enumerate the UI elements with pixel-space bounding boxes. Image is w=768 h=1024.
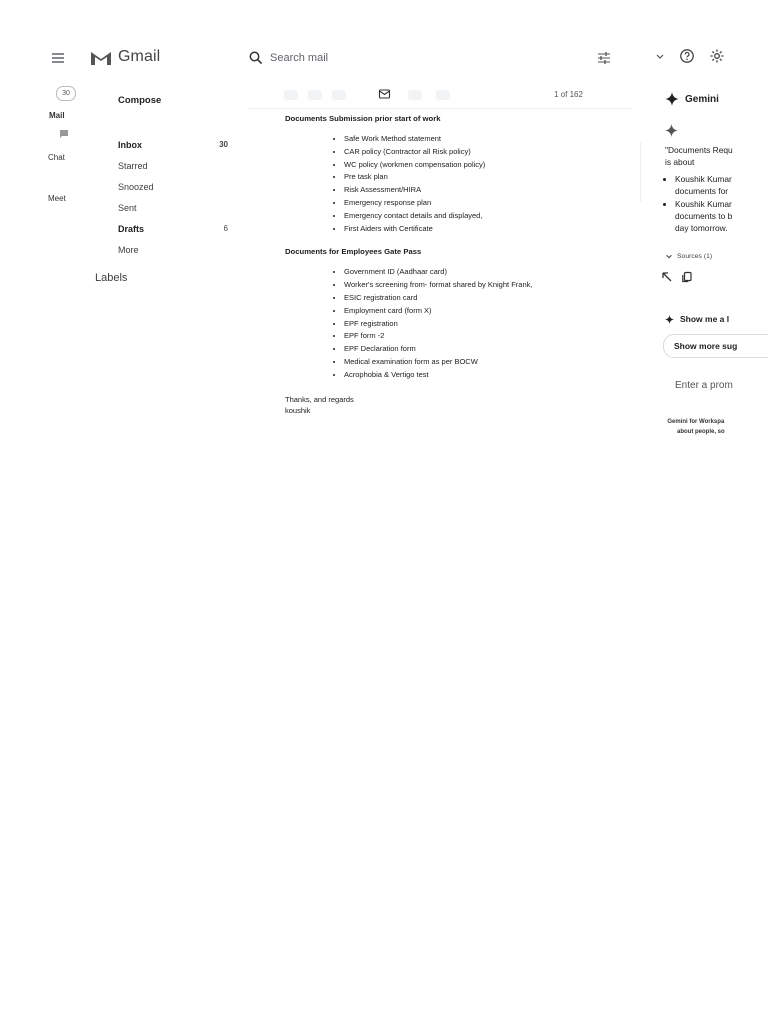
- gemini-title: Gemini: [685, 93, 719, 105]
- labels-heading: Labels: [95, 272, 128, 284]
- bullet-line: Koushik Kumar: [675, 173, 732, 184]
- suggestion-chip[interactable]: [665, 310, 768, 328]
- list-item: • CAR policy (Contractor all Risk policy): [344, 146, 630, 159]
- list-item: • Pre task plan: [344, 171, 630, 184]
- bullet-line: documents to b: [675, 211, 733, 222]
- nav-label: Starred: [118, 160, 148, 171]
- summary-bullets: [665, 173, 768, 235]
- list-item: • WC policy (workmen compensation policy): [344, 159, 630, 172]
- rail-item-mail[interactable]: Mail: [49, 111, 65, 120]
- rail-item-meet[interactable]: Meet: [48, 194, 66, 203]
- list-item: • Emergency response plan: [344, 197, 630, 210]
- toolbar-button[interactable]: [308, 90, 322, 100]
- gemini-summary: [665, 144, 768, 235]
- list-item: • Medical examination form as per BOCW: [344, 356, 630, 369]
- bullet-line: day tomorrow.: [675, 223, 728, 234]
- list-item: • EPF Declaration form: [344, 343, 630, 356]
- list-item: • Worker's screening from- format shared by Knight Frank,: [344, 279, 630, 292]
- pagination-count: 1 of 162: [554, 90, 583, 99]
- bullet-line: Koushik Kumar: [675, 198, 732, 209]
- list-item: • EPF registration: [344, 318, 630, 331]
- signature: koushik: [285, 405, 311, 415]
- nav-item-snoozed[interactable]: [118, 176, 228, 197]
- list-item: • Employment card (form X): [344, 305, 630, 318]
- gemini-sparkle-icon: [665, 92, 679, 106]
- email-toolbar: [248, 86, 632, 109]
- suggestion-label: Show me a l: [680, 314, 730, 324]
- gemini-header: [665, 92, 719, 106]
- show-more-suggestions-button[interactable]: Show more sug: [663, 334, 768, 358]
- compose-button[interactable]: Compose: [118, 95, 162, 106]
- gemini-prompt-input[interactable]: Enter a prom: [675, 380, 733, 391]
- nav-label: More: [118, 244, 139, 255]
- search-bar[interactable]: [240, 44, 620, 72]
- toolbar-button[interactable]: [284, 90, 298, 100]
- main-menu-icon[interactable]: [48, 48, 68, 68]
- disclaimer-line: Gemini for Workspa: [667, 419, 725, 425]
- help-icon[interactable]: [679, 48, 695, 64]
- requirements-list: [285, 133, 630, 235]
- insert-arrow-icon[interactable]: [661, 271, 673, 283]
- nav-item-inbox[interactable]: [118, 134, 228, 155]
- nav-label: Snoozed: [118, 181, 154, 192]
- search-icon[interactable]: [248, 50, 264, 66]
- toolbar-button[interactable]: [332, 90, 346, 100]
- toolbar-button[interactable]: [436, 90, 450, 100]
- gmail-logo[interactable]: [90, 48, 160, 66]
- section-heading: Documents Submission prior start of work: [285, 114, 441, 123]
- mark-unread-icon[interactable]: [378, 88, 392, 100]
- toolbar-button[interactable]: [408, 90, 422, 100]
- bullet-line: documents for: [675, 186, 729, 197]
- summary-bullet: [675, 173, 768, 198]
- gmail-wordmark: Gmail: [118, 48, 161, 65]
- list-item: • Risk Assessment/HIRA: [344, 184, 630, 197]
- settings-gear-icon[interactable]: [709, 48, 725, 64]
- summary-line: "Documents Requ: [665, 145, 733, 155]
- requirements-list: [285, 266, 630, 381]
- chevron-down-icon: [665, 252, 673, 260]
- nav-label: Drafts: [118, 223, 145, 234]
- email-body: [285, 114, 630, 416]
- rail-item-chat[interactable]: Chat: [48, 153, 65, 162]
- list-item: • Safe Work Method statement: [344, 133, 630, 146]
- search-options-icon[interactable]: [596, 50, 612, 66]
- scroll-divider: [640, 142, 641, 202]
- disclaimer-line: about people, so: [677, 429, 725, 435]
- sparkle-icon: [665, 315, 674, 324]
- gemini-disclaimer: [667, 417, 725, 437]
- list-item: • Acrophobia & Vertigo test: [344, 369, 630, 382]
- section-heading: Documents for Employees Gate Pass: [285, 247, 422, 257]
- list-item: • First Aiders with Certificate: [344, 223, 630, 236]
- folder-nav: [118, 134, 228, 260]
- nav-count: 30: [219, 140, 228, 149]
- sources-label: Sources (1): [677, 252, 713, 260]
- gmail-m-icon: [90, 49, 112, 66]
- nav-count: 6: [223, 224, 228, 233]
- search-input[interactable]: Search mail: [270, 52, 329, 64]
- mail-unread-badge: 30: [56, 86, 76, 101]
- nav-item-drafts[interactable]: [118, 218, 228, 239]
- list-item: • Emergency contact details and displayed,: [344, 210, 630, 223]
- summary-line: is about: [665, 157, 695, 168]
- response-actions: [661, 271, 693, 283]
- copy-icon[interactable]: [681, 271, 693, 283]
- nav-label: Inbox: [118, 139, 142, 150]
- sources-toggle[interactable]: [665, 252, 712, 260]
- list-item: • EPF form -2: [344, 330, 630, 343]
- nav-label: Sent: [118, 202, 137, 213]
- nav-item-starred[interactable]: [118, 155, 228, 176]
- chevron-down-icon[interactable]: [655, 51, 665, 61]
- list-item: • ESIC registration card: [344, 292, 630, 305]
- summary-bullet: [675, 198, 768, 235]
- signoff: Thanks, and regards: [285, 394, 354, 404]
- gemini-response-sparkle-icon: [665, 124, 678, 137]
- chat-icon[interactable]: [59, 129, 69, 139]
- gemini-panel: [655, 84, 768, 464]
- nav-item-more[interactable]: [118, 239, 228, 260]
- nav-item-sent[interactable]: [118, 197, 228, 218]
- list-item: • Government ID (Aadhaar card): [344, 266, 630, 279]
